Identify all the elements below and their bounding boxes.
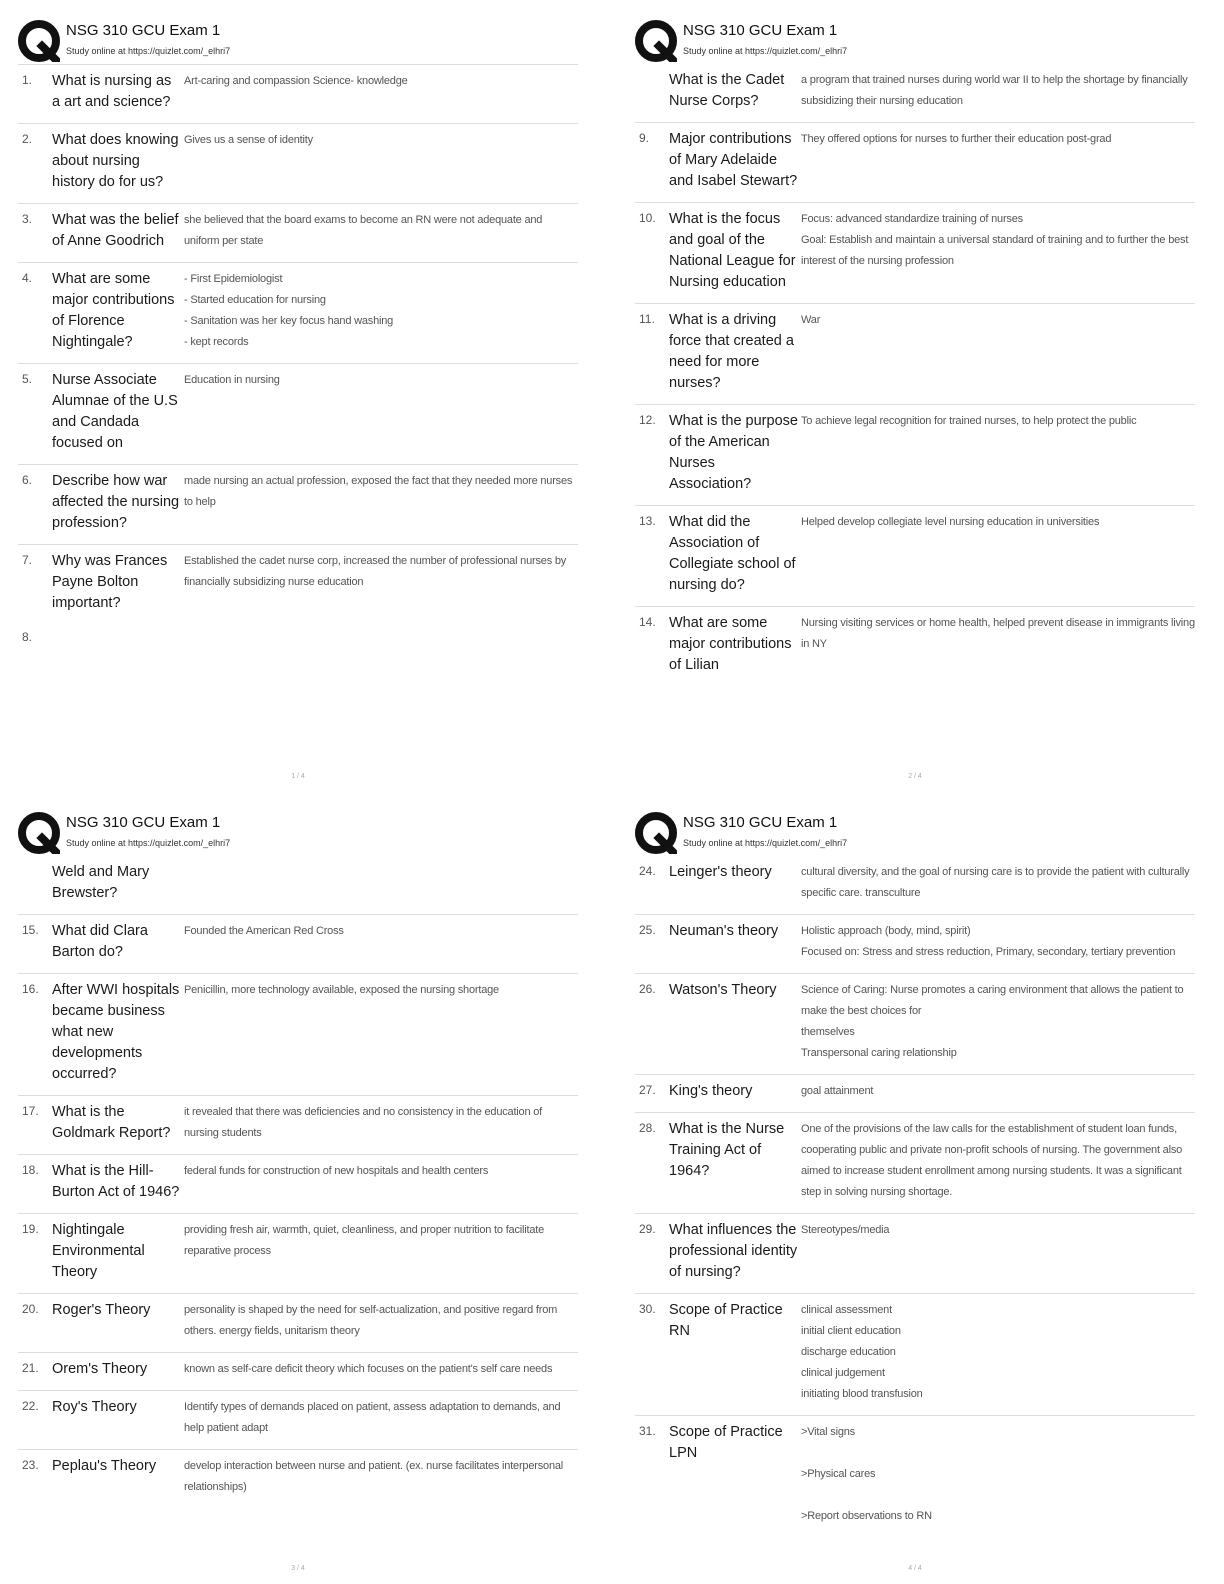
card-term: Watson's Theory	[669, 982, 777, 998]
card-list	[635, 64, 1195, 686]
card-definition: she believed that the board exams to become an RN were not adequate and uniform per state	[184, 214, 543, 247]
card-term: What is the Hill-Burton Act of 1946?	[52, 1163, 180, 1200]
page-footer: 4 / 4	[908, 1565, 922, 1572]
card-definition	[182, 862, 578, 904]
card-term: What did the Association of Collegiate school of nursing do?	[669, 514, 796, 593]
card-number: 13.	[639, 514, 656, 528]
card-number: 12.	[639, 413, 656, 427]
card-definition: goal attainment	[801, 1085, 874, 1097]
flashcard-row	[635, 64, 1195, 123]
card-term: Nurse Associate Alumnae of the U.S and Candada focused on	[52, 372, 178, 451]
flashcard-row	[18, 545, 578, 624]
page-1	[18, 18, 578, 788]
card-number: 30.	[639, 1302, 656, 1316]
card-number: 11.	[639, 312, 655, 326]
card-number: 5.	[22, 372, 33, 386]
page-3	[18, 810, 578, 1580]
card-definition: >Vital signs >Physical cares >Report observations to RN	[801, 1426, 932, 1522]
card-definition: - First Epidemiologist - Started education for nursing - Sanitation was her key focus hand washing - kept records	[184, 273, 394, 348]
flashcard-row	[635, 506, 1195, 607]
card-definition: To achieve legal recognition for trained nurses, to help protect the public	[801, 415, 1137, 427]
page-2	[635, 18, 1195, 788]
card-number: 21.	[22, 1361, 39, 1375]
card-number: 25.	[639, 923, 656, 937]
flashcard-row	[18, 124, 578, 204]
quizlet-logo-icon	[18, 20, 60, 62]
card-definition: develop interaction between nurse and patient. (ex. nurse facilitates interpersonal relationships)	[184, 1460, 564, 1493]
card-number: 15.	[22, 923, 39, 937]
card-list	[18, 65, 578, 624]
card-number: 18.	[22, 1163, 39, 1177]
flashcard-row	[635, 915, 1195, 974]
card-definition: Stereotypes/media	[801, 1224, 890, 1236]
card-term: What is nursing as a art and science?	[52, 73, 172, 110]
flashcard-row	[18, 974, 578, 1096]
card-number: 16.	[22, 982, 39, 996]
card-term: Major contributions of Mary Adelaide and Isabel Stewart?	[669, 131, 798, 189]
flashcard-row	[18, 204, 578, 263]
flashcard-row	[635, 1294, 1195, 1416]
card-list	[18, 856, 578, 1508]
flashcard-row	[18, 915, 578, 974]
card-definition: Identify types of demands placed on patient, assess adaptation to demands, and help patient adapt	[184, 1401, 561, 1434]
page-title: NSG 310 GCU Exam 1	[66, 814, 221, 831]
flashcard-row	[18, 1294, 578, 1353]
card-term: What is the Goldmark Report?	[52, 1104, 171, 1141]
card-definition: War	[801, 314, 821, 326]
page-title: NSG 310 GCU Exam 1	[66, 22, 221, 39]
card-term: Why was Frances Payne Bolton important?	[52, 553, 168, 611]
page-footer: 1 / 4	[291, 773, 305, 780]
card-definition: They offered options for nurses to further their education post-grad	[801, 133, 1112, 145]
card-term: Roger's Theory	[52, 1302, 151, 1318]
card-number: 28.	[639, 1121, 656, 1135]
card-term: Orem's Theory	[52, 1361, 148, 1377]
card-number: 6.	[22, 473, 33, 487]
flashcard-row	[635, 856, 1195, 915]
page-header	[18, 810, 578, 856]
card-definition: Gives us a sense of identity	[184, 134, 313, 146]
card-term: Nightingale Environmental Theory	[52, 1222, 145, 1280]
card-definition: Art-caring and compassion Science- knowledge	[184, 75, 408, 87]
card-term: What was the belief of Anne Goodrich	[52, 212, 179, 249]
flashcard-row	[18, 1155, 578, 1214]
card-number: 26.	[639, 982, 656, 996]
card-term: King's theory	[669, 1083, 753, 1099]
card-number: 17.	[22, 1104, 39, 1118]
card-term: What influences the professional identity of nursing?	[669, 1222, 798, 1280]
card-definition: it revealed that there was deficiencies and no consistency in the education of nursing students	[184, 1106, 543, 1139]
flashcard-row	[18, 364, 578, 465]
card-number: 14.	[639, 615, 656, 629]
card-definition: Founded the American Red Cross	[184, 925, 344, 937]
card-number: 1.	[22, 73, 33, 87]
page-footer: 3 / 4	[291, 1565, 305, 1572]
card-definition: Nursing visiting services or home health, helped prevent disease in immigrants living in NY	[801, 617, 1195, 650]
card-number: 19.	[22, 1222, 39, 1236]
flashcard-row	[635, 405, 1195, 506]
card-term: Roy's Theory	[52, 1399, 137, 1415]
card-term: What is a driving force that created a need for more nurses?	[669, 312, 794, 391]
card-term: What are some major contributions of Lilian	[669, 615, 792, 673]
card-definition: Penicillin, more technology available, exposed the nursing shortage	[184, 984, 499, 996]
card-definition: Established the cadet nurse corp, increased the number of professional nurses by financially subsidizing nurse education	[184, 555, 567, 588]
flashcard-row	[635, 304, 1195, 405]
flashcard-row	[18, 1391, 578, 1450]
flashcard-row	[18, 1096, 578, 1155]
page-header	[635, 18, 1195, 64]
flashcard-row	[18, 65, 578, 124]
study-link[interactable]: Study online at https://quizlet.com/_elhri7	[683, 46, 848, 56]
card-definition: Science of Caring: Nurse promotes a caring environment that allows the patient to make the best choices for themselves Transpersonal caring relationship	[801, 984, 1184, 1059]
card-definition: Focus: advanced standardize training of nurses Goal: Establish and maintain a universal standard of training and to further the best interest of the nursing profession	[801, 213, 1189, 267]
card-definition: providing fresh air, warmth, quiet, cleanliness, and proper nutrition to facilitate reparative process	[184, 1224, 545, 1257]
card-definition: a program that trained nurses during world war II to help the shortage by financially subsidizing their nursing education	[801, 74, 1188, 107]
card-definition: personality is shaped by the need for self-actualization, and positive regard from others. energy fields, unitarism theory	[184, 1304, 558, 1337]
card-number: 24.	[639, 864, 656, 878]
card-term: What is the Cadet Nurse Corps?	[669, 72, 785, 109]
card-number: 9.	[639, 131, 650, 145]
page-title: NSG 310 GCU Exam 1	[683, 814, 838, 831]
flashcard-row	[635, 1214, 1195, 1294]
card-term: Scope of Practice LPN	[669, 1424, 783, 1461]
flashcard-row	[18, 856, 578, 915]
card-number: 3.	[22, 212, 33, 226]
flashcard-row	[635, 607, 1195, 686]
flashcard-row	[635, 123, 1195, 203]
page-4	[635, 810, 1195, 1580]
page-title: NSG 310 GCU Exam 1	[683, 22, 838, 39]
card-term: Neuman's theory	[669, 923, 779, 939]
card-definition: Helped develop collegiate level nursing education in universities	[801, 516, 1100, 528]
flashcard-row	[18, 1450, 578, 1508]
study-link[interactable]: Study online at https://quizlet.com/_elhri7	[66, 46, 231, 56]
flashcard-row	[18, 263, 578, 364]
card-number: 27.	[639, 1083, 656, 1097]
page-footer: 2 / 4	[908, 773, 922, 780]
card-definition: made nursing an actual profession, exposed the fact that they needed more nurses to help	[184, 475, 573, 508]
page-header	[635, 810, 1195, 856]
card-term: What did Clara Barton do?	[52, 923, 148, 960]
card-definition: Education in nursing	[184, 374, 280, 386]
card-term: What is the focus and goal of the National League for Nursing education	[669, 211, 796, 290]
card-number: 4.	[22, 271, 33, 285]
quizlet-logo-icon	[635, 20, 677, 62]
quizlet-logo-icon	[635, 812, 677, 854]
flashcard-row	[635, 1416, 1195, 1537]
flashcard-row	[635, 1075, 1195, 1113]
card-term: Scope of Practice RN	[669, 1302, 783, 1339]
card-number: 10.	[639, 211, 656, 225]
card-term: Weld and Mary Brewster?	[52, 864, 150, 901]
card-term: After WWI hospitals became business what new developments occurred?	[52, 982, 180, 1082]
quizlet-logo-icon	[18, 812, 60, 854]
card-definition: clinical assessment initial client education discharge education clinical judgement initiating blood transfusion	[801, 1304, 923, 1400]
flashcard-row	[635, 974, 1195, 1075]
page-header	[18, 18, 578, 64]
study-link[interactable]: Study online at https://quizlet.com/_elhri7	[66, 838, 231, 848]
card-definition: federal funds for construction of new hospitals and health centers	[184, 1165, 489, 1177]
card-definition: One of the provisions of the law calls for the establishment of student loan funds, cooperating public and private non-profit schools of nursing. The government also aimed to increase student enrollment among nursing students. It was a significant step in solving nursing shortage.	[801, 1123, 1183, 1198]
card-number: 22.	[22, 1399, 39, 1413]
card-term: What does knowing about nursing history do for us?	[52, 132, 179, 190]
flashcard-row	[18, 1353, 578, 1391]
card-list	[635, 856, 1195, 1537]
card-definition: known as self-care deficit theory which focuses on the patient's self care needs	[184, 1363, 553, 1375]
card-number: 29.	[639, 1222, 656, 1236]
flashcard-row	[18, 465, 578, 545]
card-term: Describe how war affected the nursing profession?	[52, 473, 180, 531]
card-definition: cultural diversity, and the goal of nursing care is to provide the patient with culturally specific care. transculture	[801, 866, 1190, 899]
flashcard-row	[635, 203, 1195, 304]
card-number: 23.	[22, 1458, 39, 1472]
card-term: What are some major contributions of Florence Nightingale?	[52, 271, 175, 350]
card-term: Leinger's theory	[669, 864, 772, 880]
flashcard-row	[635, 1113, 1195, 1214]
study-link[interactable]: Study online at https://quizlet.com/_elhri7	[683, 838, 848, 848]
card-term: What is the Nurse Training Act of 1964?	[669, 1121, 785, 1179]
trailing-number: 8.	[22, 630, 33, 644]
card-number: 31.	[639, 1424, 656, 1438]
card-number: 7.	[22, 553, 33, 567]
card-number: 2.	[22, 132, 33, 146]
flashcard-row	[18, 1214, 578, 1294]
card-number: 20.	[22, 1302, 39, 1316]
card-definition: Holistic approach (body, mind, spirit) Focused on: Stress and stress reduction, Primary, secondary, tertiary prevention	[801, 925, 1176, 958]
card-term: Peplau's Theory	[52, 1458, 157, 1474]
card-term: What is the purpose of the American Nurses Association?	[669, 413, 798, 492]
